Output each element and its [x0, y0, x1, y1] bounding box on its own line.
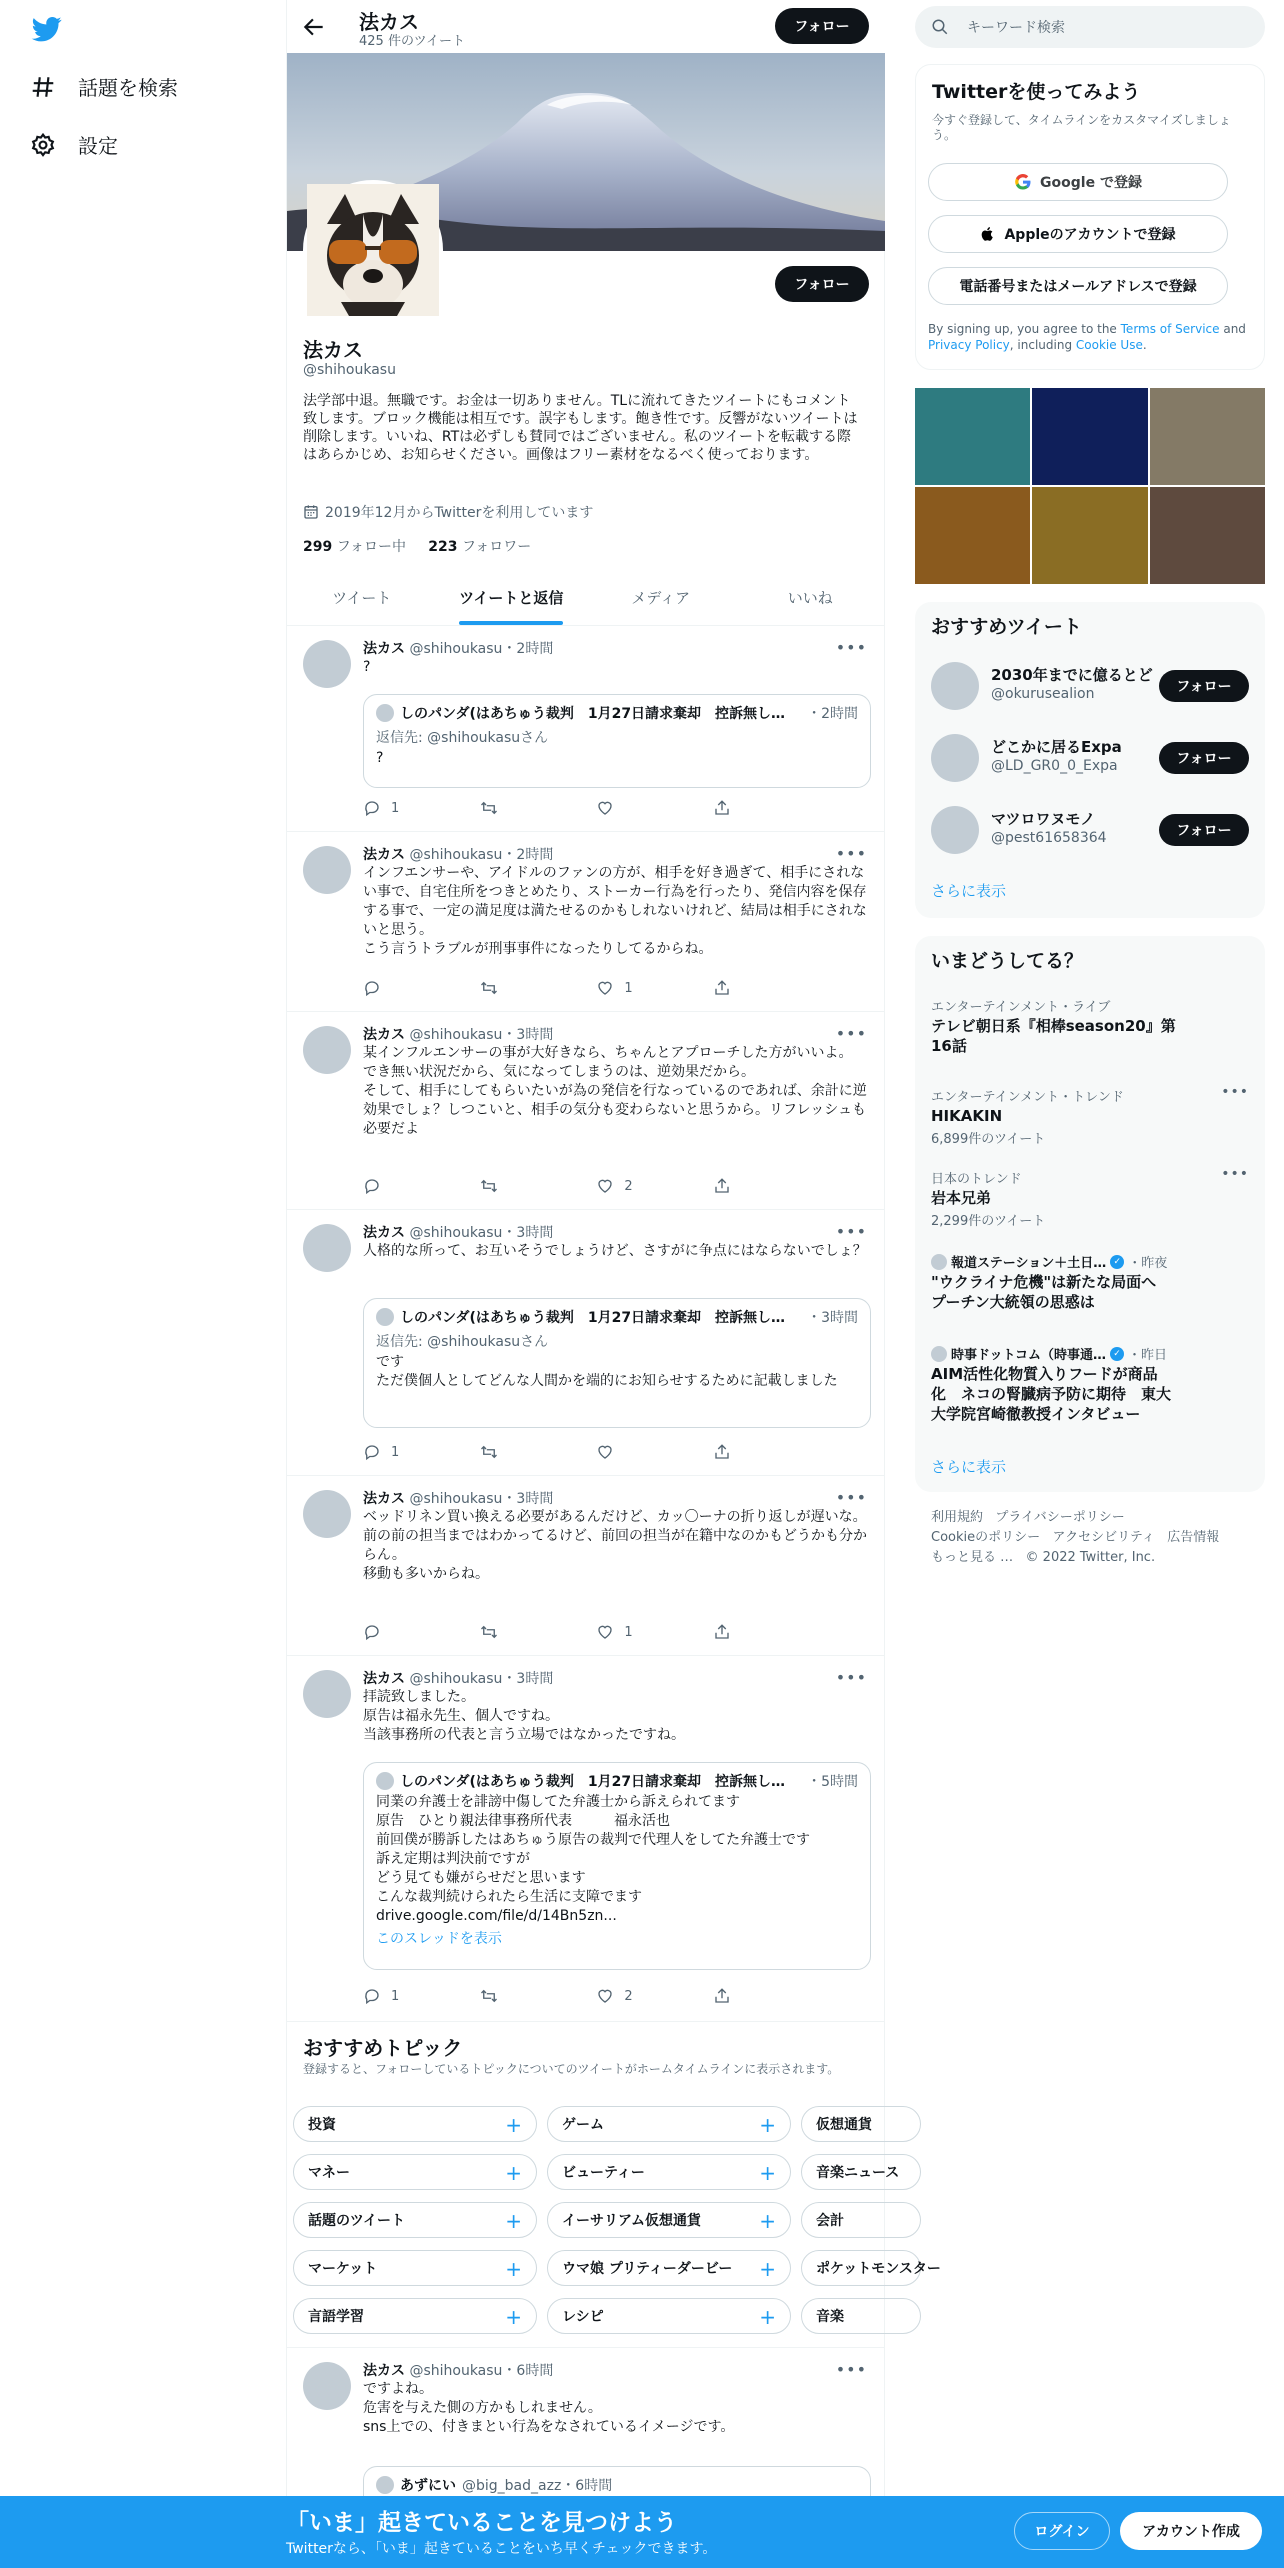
media-thumbnail[interactable] [1150, 487, 1265, 584]
retweet-button[interactable] [480, 1986, 560, 2006]
login-prompt-title: 「いま」起きていることを見つけよう [286, 2510, 677, 2536]
retweet-icon [480, 1623, 498, 1641]
quote-author: しのパンダ(はあちゅう裁判 1月27日請求棄却 控訴無し… [400, 1774, 786, 1790]
user-handle: @okurusealion [991, 686, 1095, 702]
tab-likes[interactable]: いいね [787, 589, 833, 607]
share-icon [713, 1987, 731, 2005]
tweet-actions [363, 1622, 793, 1642]
profile-follow-stats [303, 536, 531, 556]
news-avatar [931, 1254, 947, 1270]
topic-label: レシピ [562, 2309, 604, 2325]
tweet-header [363, 638, 553, 658]
trend-title[interactable]: HIKAKIN [931, 1107, 1003, 1125]
quote-avatar [376, 1772, 394, 1790]
topic-chip[interactable] [801, 2250, 941, 2286]
like-count: 2 [624, 1988, 633, 2004]
signup-title: Twitterを使ってみよう [932, 81, 1141, 103]
nav-settings[interactable] [30, 130, 118, 159]
share-button[interactable] [713, 798, 793, 818]
profile-handle: @shihoukasu [303, 362, 396, 378]
topic-chip[interactable] [801, 2202, 921, 2238]
terms-including: , including [1009, 338, 1076, 352]
google-signup-label: Google で登録 [1040, 175, 1142, 191]
quote-author: しのパンダ(はあちゅう裁判 1月27日請求棄却 控訴無し… [400, 1310, 786, 1326]
plus-icon: + [759, 2161, 776, 2185]
quote-avatar [376, 2476, 394, 2494]
like-button[interactable] [596, 1622, 676, 1642]
signup-terms [928, 321, 1248, 353]
tweet-text: 人格的な所って、お互いそうでしょうけど、さすがに争点にはならないでしょ？ [363, 1243, 867, 1259]
header-name: 法カス [359, 10, 419, 34]
retweet-icon [480, 1987, 498, 2005]
profile-header-bar [287, 0, 885, 53]
tweet-author[interactable]: 法カス [363, 641, 405, 657]
profile-bio: 法学部中退。無職です。お金は一切ありません。TLに流れてきたツイートにもコメント致します。ブロック機能は相互です。誤字もします。飽き性です。反響がないツイートは削除します。いいね、RTは必ずしも賛同ではございません。私のツイートを転載する際はあらかじめ、お知らせください。画像はフリー素材をなるべく使っております。 [303, 393, 858, 463]
news-avatar [931, 1346, 947, 1362]
media-thumbnail[interactable] [915, 487, 1030, 584]
gear-icon [30, 132, 56, 158]
tweet-author[interactable]: 法カス [363, 847, 405, 863]
trends-panel [915, 936, 1265, 1492]
show-more-link[interactable]: さらに表示 [931, 1458, 1007, 1476]
tweet-meta: @shihoukasu・3時間 [409, 1671, 554, 1687]
tweet[interactable] [287, 832, 885, 1012]
tweet[interactable] [287, 1210, 885, 1476]
profile-column [286, 0, 941, 2568]
reply-button[interactable] [363, 798, 443, 818]
trend-title[interactable]: テレビ朝日系『相棒season20』第16話 [931, 1017, 1176, 1055]
tweet-text: ですよね。 危害を与えた側の方かもしれません。 sns上での、付きまとい行為をなされているイメージです。 [363, 2381, 735, 2435]
like-count: 1 [624, 980, 633, 996]
header-tweet-count: 425 件のツイート [359, 34, 466, 49]
like-count: 2 [624, 1178, 633, 1194]
media-grid [915, 388, 1265, 584]
quote-text: です ただ僕個人としてどんな人間かを端的にお知らせするために記載しました [376, 1354, 838, 1389]
following-label: フォロー中 [336, 539, 406, 555]
footer-link-cookie[interactable]: Cookieのポリシー [931, 1530, 1041, 1545]
retweet-button[interactable] [480, 798, 560, 818]
topic-label: 会計 [816, 2213, 844, 2229]
footer-links [931, 1508, 1251, 1568]
tweet-actions [363, 798, 793, 818]
user-name: どこかに居るExpa [991, 738, 1122, 756]
google-icon [1014, 173, 1032, 191]
terms-prefix: By signing up, you agree to the [928, 322, 1121, 336]
following-count: 299 [303, 539, 333, 555]
tweet-meta: @shihoukasu・2時間 [409, 641, 554, 657]
reply-button[interactable] [363, 1622, 443, 1642]
user-handle: @LD_GR0_0_Expa [991, 758, 1118, 774]
tweet-actions [363, 1176, 793, 1196]
tweet-actions [363, 978, 793, 998]
tweet[interactable] [287, 1012, 885, 1210]
share-icon [713, 1443, 731, 1461]
follow-button[interactable]: フォロー [1159, 814, 1249, 846]
tweet[interactable] [287, 1476, 885, 1656]
news-title[interactable]: AIM活性化物質入りフードが商品化 ネコの腎臓病予防に期待 東大大学院宮崎徹教授インタビュー [931, 1365, 1172, 1423]
heart-icon [596, 1623, 614, 1641]
cookie-use-link[interactable]: Cookie Use [1075, 338, 1143, 352]
like-button[interactable] [596, 1986, 676, 2006]
trend-category: 日本のトレンド [931, 1172, 1022, 1187]
login-prompt-subtitle: Twitterなら、「いま」起きていることをいち早くチェックできます。 [286, 2541, 717, 2557]
retweet-icon [480, 979, 498, 997]
more-options-icon[interactable]: ••• [835, 2360, 867, 2379]
retweet-button[interactable] [480, 978, 560, 998]
topic-label: マネー [308, 2165, 350, 2181]
news-source [931, 1344, 1167, 1363]
quote-text: ? [376, 750, 384, 766]
tweet-author[interactable]: 法カス [363, 1027, 405, 1043]
quote-time: ・5時間 [807, 1774, 858, 1790]
quote-reply-to: 返信先: @shihoukasuさん [376, 1334, 549, 1350]
heart-icon [596, 1443, 614, 1461]
apple-signup-label: Appleのアカウントで登録 [1004, 227, 1176, 243]
retweet-icon [480, 1443, 498, 1461]
retweet-button[interactable] [480, 1176, 560, 1196]
share-button[interactable] [713, 978, 793, 998]
profile-joined [303, 502, 593, 522]
user-avatar[interactable] [931, 806, 979, 854]
topic-label: ビューティー [562, 2165, 645, 2181]
profile-follow-button[interactable]: フォロー [775, 266, 869, 302]
hashtag-icon [30, 74, 56, 100]
profile-tabs [287, 570, 885, 626]
tweet-author[interactable]: 法カス [363, 1491, 405, 1507]
tweet[interactable] [287, 1656, 885, 2022]
topic-label: イーサリアム仮想通貨 [562, 2213, 702, 2229]
more-options-icon[interactable]: ••• [835, 1668, 867, 1687]
topic-label: 投資 [308, 2117, 336, 2133]
news-title[interactable]: "ウクライナ危機"は新たな局面へ プーチン大統領の思惑は [931, 1273, 1172, 1311]
tweet-header [363, 1488, 553, 1508]
recommended-title: おすすめツイート [931, 616, 1082, 638]
follow-button[interactable]: フォロー [1159, 670, 1249, 702]
privacy-policy-link[interactable]: Privacy Policy [928, 338, 1010, 352]
reply-icon [363, 1623, 381, 1641]
heart-icon [596, 979, 614, 997]
tweet-header [363, 844, 553, 864]
topic-label: 話題のツイート [308, 2213, 406, 2229]
recommended-user[interactable] [931, 658, 1251, 714]
nav-explore-label: 話題を検索 [78, 76, 178, 100]
terms-and: and [1219, 322, 1246, 336]
plus-icon: + [505, 2257, 522, 2281]
reply-button[interactable] [363, 978, 443, 998]
quote-author: あずにい [400, 2478, 456, 2494]
share-button[interactable] [713, 1986, 793, 2006]
login-prompt-bar [0, 2496, 1284, 2568]
reply-icon [363, 979, 381, 997]
search-box[interactable] [915, 6, 1265, 48]
plus-icon: + [759, 2257, 776, 2281]
quote-text: 同業の弁護士を誹謗中傷してた弁護士から訴えられてます 原告 ひとり親法律事務所代表 福永活也 前回僕が勝訴したはあちゅう原告の裁判で代理人をしてた弁護士です 訴え定期は判決前ですが どう見ても嫌がらせだと思います こんな裁判続けられたら生活に支障でます drive.google.com/file/d/14Bn5zn... [376, 1794, 810, 1924]
terms-of-service-link[interactable]: Terms of Service [1120, 322, 1220, 336]
following-link[interactable] [303, 539, 406, 555]
profile-joined-text: 2019年12月からTwitterを利用しています [325, 505, 594, 521]
tweet-meta: @shihoukasu・3時間 [409, 1491, 554, 1507]
phone-email-signup-button[interactable]: 電話番号またはメールアドレスで登録 [928, 267, 1228, 305]
topic-chip[interactable] [293, 2106, 537, 2142]
google-signup-button[interactable] [928, 163, 1228, 201]
like-button[interactable] [596, 978, 676, 998]
news-source-name: 時事ドットコム（時事通… [951, 1348, 1106, 1363]
retweet-icon [480, 1177, 498, 1195]
like-button[interactable] [596, 798, 676, 818]
recommended-accounts [915, 602, 1265, 918]
user-avatar[interactable] [931, 734, 979, 782]
user-avatar[interactable] [931, 662, 979, 710]
news-source [931, 1252, 1167, 1271]
plus-icon: + [505, 2209, 522, 2233]
tweet-text: 拝読致しました。 原告は福永先生、個人ですね。 当該事務所の代表と言う立場ではなかったですね。 [363, 1689, 685, 1743]
tweet-meta: @shihoukasu・3時間 [409, 1027, 554, 1043]
topic-label: 言語学習 [308, 2309, 364, 2325]
topic-chip[interactable] [801, 2298, 921, 2334]
tweet-avatar[interactable] [303, 846, 351, 894]
more-options-icon[interactable]: ••• [1221, 1084, 1249, 1100]
news-source-name: 報道ステーション＋土日… [951, 1256, 1107, 1271]
footer-link-accessibility[interactable]: アクセシビリティ [1052, 1530, 1155, 1545]
reply-count: 1 [391, 1988, 400, 2004]
like-button[interactable] [596, 1176, 676, 1196]
tweet-header [363, 2360, 553, 2380]
footer-link-terms[interactable]: 利用規約 [931, 1510, 984, 1525]
tweet-text: 某インフルエンサーの事が大好きなら、ちゃんとアプローチした方がいいよ。 でき無い状況だから、気になってしまうのは、逆効果だから。 そして、相手にしてもらいたいが為の発信を行なっているのであれば、余計に逆効果でしょ？しつこいと、相手の気分も変わらないと思うから。リフレッシュも必要だよ [363, 1045, 867, 1137]
calendar-icon [303, 504, 319, 520]
verified-icon: ✓ [1110, 1347, 1124, 1361]
footer-link-privacy[interactable]: プライバシーポリシー [995, 1510, 1125, 1525]
more-options-icon[interactable]: ••• [835, 1024, 867, 1043]
topic-label: ウマ娘 プリティーダービー [562, 2261, 733, 2277]
terms-end: . [1142, 338, 1147, 352]
tweet-author[interactable]: 法カス [363, 1671, 405, 1687]
topic-chip[interactable] [547, 2154, 791, 2190]
trend-category: エンターテインメント・ライブ [931, 1000, 1111, 1015]
media-thumbnail[interactable] [1032, 487, 1147, 584]
profile-name: 法カス [303, 338, 363, 362]
quote-time: ・2時間 [807, 706, 858, 722]
share-button[interactable] [713, 1176, 793, 1196]
tweet-avatar[interactable] [303, 1670, 351, 1718]
tweet-avatar[interactable] [303, 1026, 351, 1074]
dog-with-sunglasses-image [307, 184, 439, 316]
like-button[interactable] [596, 1442, 676, 1462]
tweet-header [363, 1024, 553, 1044]
tab-tweets-and-replies[interactable]: ツイートと返信 [437, 570, 587, 625]
tweet-avatar[interactable] [303, 640, 351, 688]
plus-icon: + [759, 2209, 776, 2233]
tweet-meta: @shihoukasu・3時間 [409, 1225, 554, 1241]
header-follow-button[interactable]: フォロー [775, 8, 869, 44]
copyright: © 2022 Twitter, Inc. [1025, 1550, 1156, 1565]
recommended-user[interactable] [931, 730, 1251, 786]
tweet-text: ? [363, 659, 371, 675]
quote-time: ・3時間 [807, 1310, 858, 1326]
twitter-logo-icon[interactable] [30, 14, 64, 44]
verified-icon: ✓ [1110, 1255, 1124, 1269]
reply-button[interactable] [363, 1986, 443, 2006]
topic-chip[interactable] [547, 2106, 791, 2142]
reply-count: 1 [391, 1444, 400, 1460]
nav-explore[interactable] [30, 72, 178, 101]
back-arrow-icon[interactable] [301, 14, 327, 40]
retweet-button[interactable] [480, 1442, 560, 1462]
tweet-avatar[interactable] [303, 1224, 351, 1272]
media-thumbnail[interactable] [915, 388, 1030, 485]
trend-category: エンターテインメント・トレンド [931, 1090, 1124, 1105]
reply-icon [363, 1443, 381, 1461]
plus-icon: + [759, 2113, 776, 2137]
tab-media[interactable]: メディア [631, 589, 691, 607]
heart-icon [596, 799, 614, 817]
footer-link-more[interactable]: もっと見る … [931, 1550, 1014, 1565]
reply-count: 1 [391, 800, 400, 816]
topic-chip[interactable] [293, 2298, 537, 2334]
trend-count: 2,299件のツイート [931, 1214, 1046, 1229]
follow-button[interactable]: フォロー [1159, 742, 1249, 774]
plus-icon: + [505, 2305, 522, 2329]
quote-avatar [376, 704, 394, 722]
retweet-button[interactable] [480, 1622, 560, 1642]
news-time: ・昨夜 [1128, 1256, 1168, 1271]
more-options-icon[interactable]: ••• [835, 844, 867, 863]
apple-icon [980, 225, 996, 243]
trends-title: いまどうしてる？ [931, 950, 1084, 972]
show-thread-link[interactable]: このスレッドを表示 [376, 1931, 502, 1947]
create-account-button[interactable]: アカウント作成 [1120, 2512, 1262, 2550]
signup-subtitle: 今すぐ登録して、タイムラインをカスタマイズしましょう。 [932, 113, 1231, 142]
topic-label: 音楽 [816, 2309, 844, 2325]
tweet-avatar[interactable] [303, 2362, 351, 2410]
followers-label: フォロワー [461, 539, 532, 555]
share-button[interactable] [713, 1622, 793, 1642]
reply-button[interactable] [363, 1176, 443, 1196]
quote-reply-to: 返信先: @shihoukasuさん [376, 730, 549, 746]
signup-card [915, 64, 1265, 370]
tweet-meta: @shihoukasu・6時間 [409, 2363, 554, 2379]
recommended-user[interactable] [931, 802, 1251, 858]
topic-chip[interactable] [547, 2202, 791, 2238]
more-options-icon[interactable]: ••• [835, 1488, 867, 1507]
news-time: ・昨日 [1127, 1348, 1167, 1363]
tweet-avatar[interactable] [303, 1490, 351, 1538]
quote-time: @big_bad_azz・6時間 [462, 2478, 613, 2494]
topic-chip[interactable] [293, 2202, 537, 2238]
followers-count: 223 [428, 539, 458, 555]
footer-link-ads[interactable]: 広告情報 [1167, 1530, 1220, 1545]
plus-icon: + [759, 2305, 776, 2329]
tab-tweets[interactable]: ツイート [332, 589, 392, 607]
profile-avatar[interactable] [303, 180, 443, 320]
heart-icon [596, 1987, 614, 2005]
tweet-actions [363, 1442, 793, 1462]
retweet-icon [480, 799, 498, 817]
plus-icon: + [505, 2161, 522, 2185]
topic-label: ポケットモンスター [816, 2261, 941, 2277]
share-icon [713, 979, 731, 997]
media-thumbnail[interactable] [1032, 388, 1147, 485]
tweet-actions [363, 1986, 793, 2006]
user-handle: @pest61658364 [991, 830, 1107, 846]
topic-chip[interactable] [801, 2106, 921, 2142]
reply-icon [363, 1177, 381, 1195]
tweet-header [363, 1668, 553, 1688]
more-options-icon[interactable]: ••• [835, 638, 867, 657]
share-button[interactable] [713, 1442, 793, 1462]
share-icon [713, 799, 731, 817]
quoted-tweet[interactable] [363, 694, 871, 788]
topics-title: おすすめトピック [303, 2036, 463, 2060]
tweet-author[interactable]: 法カス [363, 1225, 405, 1241]
search-placeholder: キーワード検索 [967, 20, 1065, 36]
quoted-tweet[interactable] [363, 1298, 871, 1428]
tweet-text: インフエンサーや、アイドルのファンの方が、相手を好き過ぎて、相手にされない事で、自宅住所をつきとめたり、ストーカー行為を行ったり、発信内容を保存する事で、一定の満足度は満たせるのかもしれないけれど、結局は相手にされないと思う。 こう言うトラブルが刑事事件になったりしてるからね。 [363, 865, 867, 957]
topic-label: 音楽ニュース [816, 2165, 900, 2181]
quote-author: しのパンダ(はあちゅう裁判 1月27日請求棄却 控訴無し… [400, 706, 786, 722]
tweet-author[interactable]: 法カス [363, 2363, 405, 2379]
topic-chip[interactable] [293, 2250, 537, 2286]
login-button[interactable]: ログイン [1014, 2512, 1110, 2550]
like-count: 1 [624, 1624, 633, 1640]
topic-chip[interactable] [801, 2154, 921, 2190]
user-name: マツロワヌモノ [991, 810, 1096, 828]
trend-title[interactable]: 岩本兄弟 [931, 1189, 992, 1207]
user-name: 2030年までに億るとど [991, 666, 1153, 684]
topic-label: ゲーム [562, 2117, 604, 2133]
search-icon [931, 18, 949, 36]
followers-link[interactable] [428, 539, 531, 555]
tweet-text: ベッドリネン買い換える必要があるんだけど、カッ〇ーナの折り返しが遅いな。 前の前の担当まではわかってるけど、前回の担当が在籍中なのかもどうかも分からん。 移動も多いからね。 [363, 1509, 867, 1582]
heart-icon [596, 1177, 614, 1195]
more-options-icon[interactable]: ••• [1221, 1166, 1249, 1182]
reply-icon [363, 1987, 381, 2005]
quote-avatar [376, 1308, 394, 1326]
tweet[interactable] [287, 626, 885, 832]
share-icon [713, 1623, 731, 1641]
reply-icon [363, 799, 381, 817]
topic-label: 仮想通貨 [816, 2117, 872, 2133]
share-icon [713, 1177, 731, 1195]
trend-count: 6,899件のツイート [931, 1132, 1046, 1147]
more-options-icon[interactable]: ••• [835, 1222, 867, 1241]
quoted-tweet[interactable] [363, 1762, 871, 1970]
nav-settings-label: 設定 [78, 134, 118, 158]
topic-chip[interactable] [547, 2250, 791, 2286]
topic-chip[interactable] [293, 2154, 537, 2190]
recommended-topics [287, 2022, 941, 2348]
tweet-header [363, 1222, 553, 1242]
media-thumbnail[interactable] [1150, 388, 1265, 485]
plus-icon: + [505, 2113, 522, 2137]
tweet-meta: @shihoukasu・2時間 [409, 847, 554, 863]
topic-label: マーケット [308, 2261, 378, 2277]
show-more-link[interactable]: さらに表示 [931, 882, 1007, 900]
topic-chip[interactable] [547, 2298, 791, 2334]
reply-button[interactable] [363, 1442, 443, 1462]
topics-subtitle: 登録すると、フォローしているトピックについてのツイートがホームタイムラインに表示されます。 [303, 2062, 840, 2076]
left-nav [0, 0, 286, 2568]
apple-signup-button[interactable] [928, 215, 1228, 253]
